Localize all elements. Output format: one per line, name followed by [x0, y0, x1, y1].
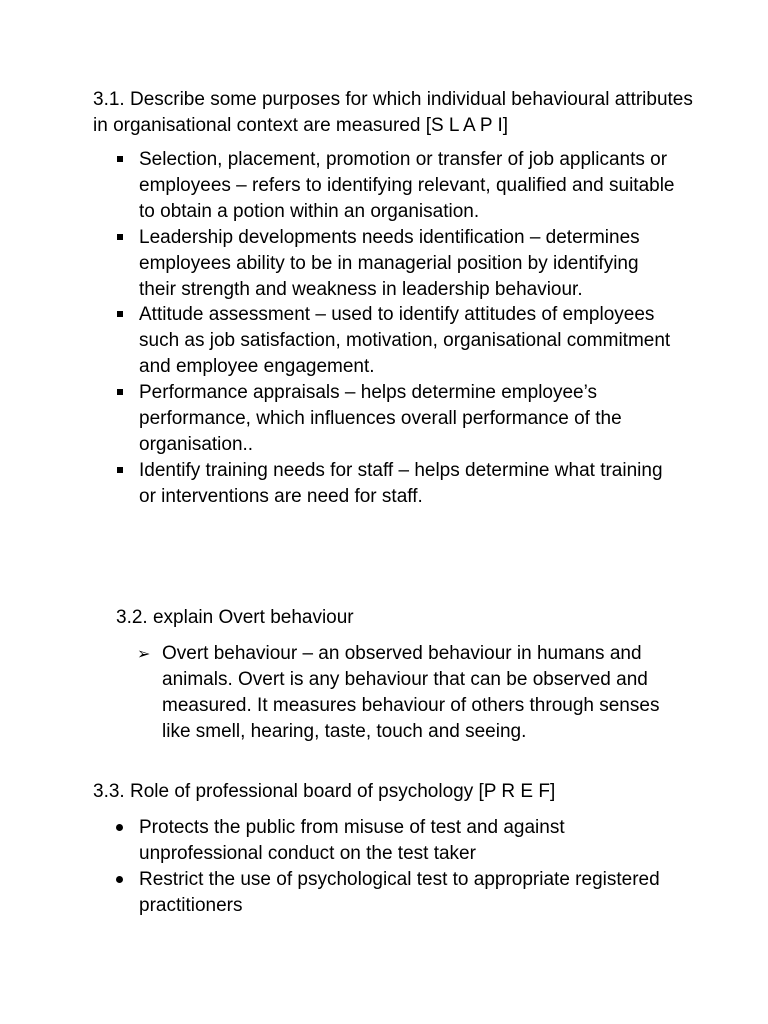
- list-item: Identify training needs for staff – helps determine what training or interventions are need for staff.: [139, 458, 679, 510]
- list-item: Restrict the use of psychological test to appropriate registered practitioners: [139, 867, 679, 919]
- section-heading-3-2: 3.2. explain Overt behaviour: [116, 607, 354, 628]
- list-item: Attitude assessment – used to identify attitudes of employees such as job satisfaction, motivation, organisational commitment and employee engagement.: [139, 302, 679, 380]
- overt-behaviour-list: [162, 641, 672, 745]
- board-roles-list: [139, 815, 679, 919]
- list-item: Performance appraisals – helps determine employee’s performance, which influences overall performance of the organisation..: [139, 380, 679, 458]
- list-item: Selection, placement, promotion or transfer of job applicants or employees – refers to identifying relevant, qualified and suitable to obtain a potion within an organisation.: [139, 147, 679, 225]
- purposes-list: [139, 147, 679, 510]
- list-item: ➢ Overt behaviour – an observed behaviour in humans and animals. Overt is any behaviour that can be observed and measured. It measures behaviour of others through senses like smell, hearing, taste, touch and seeing.: [162, 641, 672, 745]
- list-item: Leadership developments needs identification – determines employees ability to be in managerial position by identifying their strength and weakness in leadership behaviour.: [139, 225, 679, 303]
- section-heading-3-3: 3.3. Role of professional board of psychology [P R E F]: [93, 781, 556, 802]
- section-heading-3-1: 3.1. Describe some purposes for which individual behavioural attributes in organisational context are measured [S L A P I]: [93, 89, 693, 136]
- list-item: Protects the public from misuse of test and against unprofessional conduct on the test taker: [139, 815, 679, 867]
